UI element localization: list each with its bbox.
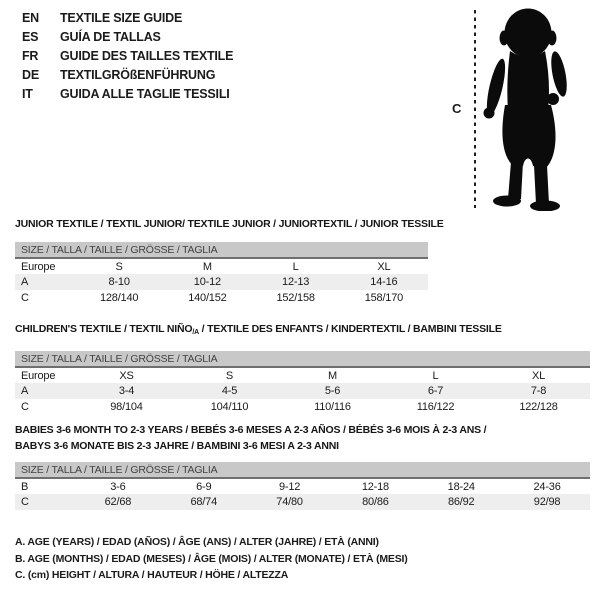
value-cell: 12-18 (361, 480, 389, 493)
size-header-row (15, 462, 590, 478)
language-row (22, 66, 233, 85)
size-header-cell: SIZE / TALLA / TAILLE / GRÖSSE / TAGLIA (15, 462, 590, 478)
value-cell: 4-5 (178, 383, 281, 399)
value-cell: 18-24 (447, 480, 475, 493)
value-cell: 9-12 (278, 480, 301, 493)
value-cell: 116/122 (416, 401, 455, 413)
value-cell: 122/128 (519, 401, 558, 413)
value-cell: XL (531, 369, 546, 382)
row-label: C (15, 494, 75, 510)
row-label: B (21, 480, 29, 493)
language-code: ES (22, 30, 39, 44)
value-cell: 6-9 (196, 480, 212, 493)
value-cell: 7-8 (487, 383, 590, 399)
value-cell: L (432, 369, 439, 382)
junior-size-table (15, 242, 428, 306)
language-row (22, 28, 233, 47)
language-title: GUÍA DE TALLAS (60, 30, 161, 44)
table-row (15, 367, 590, 383)
value-cell: 158/170 (364, 292, 404, 304)
heading-line (15, 216, 444, 232)
heading-segment: /A (192, 329, 199, 336)
row-label: C (21, 292, 29, 304)
language-guide (22, 9, 233, 104)
row-label: Europe (21, 260, 56, 273)
value-cell: 80/86 (332, 494, 418, 510)
value-cell: 5-6 (281, 383, 384, 399)
height-measure-dashed-line (474, 10, 476, 208)
language-title: TEXTILE SIZE GUIDE (60, 11, 183, 25)
size-header-row (15, 242, 428, 258)
children-size-table (15, 351, 590, 415)
footnote-line: C. (cm) HEIGHT / ALTURA / HAUTEUR / HÖHE / ALTEZZA (15, 569, 289, 581)
children-heading (15, 321, 590, 341)
table-row (15, 478, 590, 494)
row-label: Europe (21, 369, 56, 382)
value-cell: M (328, 369, 337, 382)
value-cell: 12-13 (252, 274, 340, 290)
size-header-cell: SIZE / TALLA / TAILLE / GRÖSSE / TAGLIA (15, 351, 590, 367)
value-cell: 110/116 (314, 401, 351, 413)
value-cell: 128/140 (99, 292, 139, 304)
heading-segment: / TEXTILE DES ENFANTS / KINDERTEXTIL / BAMBINI TESSILE (198, 323, 502, 335)
row-label: A (15, 383, 75, 399)
language-code: DE (22, 68, 39, 82)
height-measure-label: C (452, 101, 462, 116)
language-title: GUIDA ALLE TAGLIE TESSILI (60, 87, 230, 101)
language-title: GUIDE DES TAILLES TEXTILE (60, 49, 234, 63)
heading-line (15, 422, 590, 438)
value-cell: L (292, 260, 299, 273)
value-cell: 152/158 (276, 292, 315, 304)
language-title: TEXTILGRÖßENFÜHRUNG (60, 68, 216, 82)
footnotes (15, 534, 408, 584)
table-row (15, 399, 590, 415)
language-code: FR (22, 49, 39, 63)
value-cell: 104/110 (210, 401, 249, 413)
size-header-cell: SIZE / TALLA / TAILLE / GRÖSSE / TAGLIA (15, 242, 428, 258)
value-cell: 3-4 (75, 383, 178, 399)
language-code: EN (22, 11, 39, 25)
heading-segment: BABYS 3-6 MONATE BIS 2-3 JAHRE / BAMBINI 3-6 MESI A 2-3 ANNI (15, 440, 339, 452)
heading-line (15, 438, 590, 454)
section-babies-textile (15, 422, 590, 510)
value-cell: 74/80 (247, 494, 333, 510)
table-row (15, 274, 428, 290)
row-label: C (21, 401, 29, 413)
value-cell: 68/74 (161, 494, 247, 510)
value-cell: XL (377, 260, 391, 273)
value-cell: 86/92 (418, 494, 504, 510)
value-cell: 14-16 (340, 274, 428, 290)
table-row (15, 258, 428, 274)
value-cell: 92/98 (504, 494, 590, 510)
value-cell: 3-6 (110, 480, 126, 493)
value-cell: 140/152 (188, 292, 227, 304)
value-cell: 62/68 (75, 494, 161, 510)
babies-size-table (15, 462, 590, 510)
heading-segment: CHILDREN'S TEXTILE / TEXTIL NIÑO (15, 323, 193, 335)
value-cell: M (202, 260, 212, 273)
value-cell: S (225, 369, 234, 382)
value-cell: 8-10 (75, 274, 163, 290)
language-row (22, 85, 233, 104)
value-cell: XS (119, 369, 134, 382)
value-cell: 24-36 (533, 480, 561, 493)
table-row (15, 383, 590, 399)
table-row (15, 494, 590, 510)
value-cell: S (115, 260, 123, 273)
heading-line (15, 321, 590, 341)
size-header-row (15, 351, 590, 367)
section-childrens-textile (15, 321, 590, 415)
footnote-line: A. AGE (YEARS) / EDAD (AÑOS) / ÂGE (ANS) / ALTER (JAHRE) / ETÀ (ANNI) (15, 536, 379, 548)
language-code: IT (22, 87, 33, 101)
value-cell: 6-7 (384, 383, 487, 399)
language-row (22, 9, 233, 28)
value-cell: 98/104 (110, 401, 143, 413)
heading-segment: BABIES 3-6 MONTH TO 2-3 YEARS / BEBÉS 3-6 MESES A 2-3 AÑOS / BÉBÉS 3-6 MOIS À 2-3 ANS / (15, 424, 487, 436)
footnote-line: B. AGE (MONTHS) / EDAD (MESES) / ÂGE (MOIS) / ALTER (MONATE) / ETÀ (MESI) (15, 552, 408, 565)
heading-segment: JUNIOR TEXTILE / TEXTIL JUNIOR/ TEXTILE JUNIOR / JUNIORTEXTIL / JUNIOR TESSILE (15, 218, 444, 230)
baby-silhouette-icon (481, 7, 573, 211)
language-row (22, 47, 233, 66)
table-row (15, 290, 428, 306)
value-cell: 10-12 (163, 274, 251, 290)
row-label: A (15, 274, 75, 290)
junior-heading (15, 216, 444, 232)
babies-heading (15, 422, 590, 454)
section-junior-textile (15, 216, 444, 306)
